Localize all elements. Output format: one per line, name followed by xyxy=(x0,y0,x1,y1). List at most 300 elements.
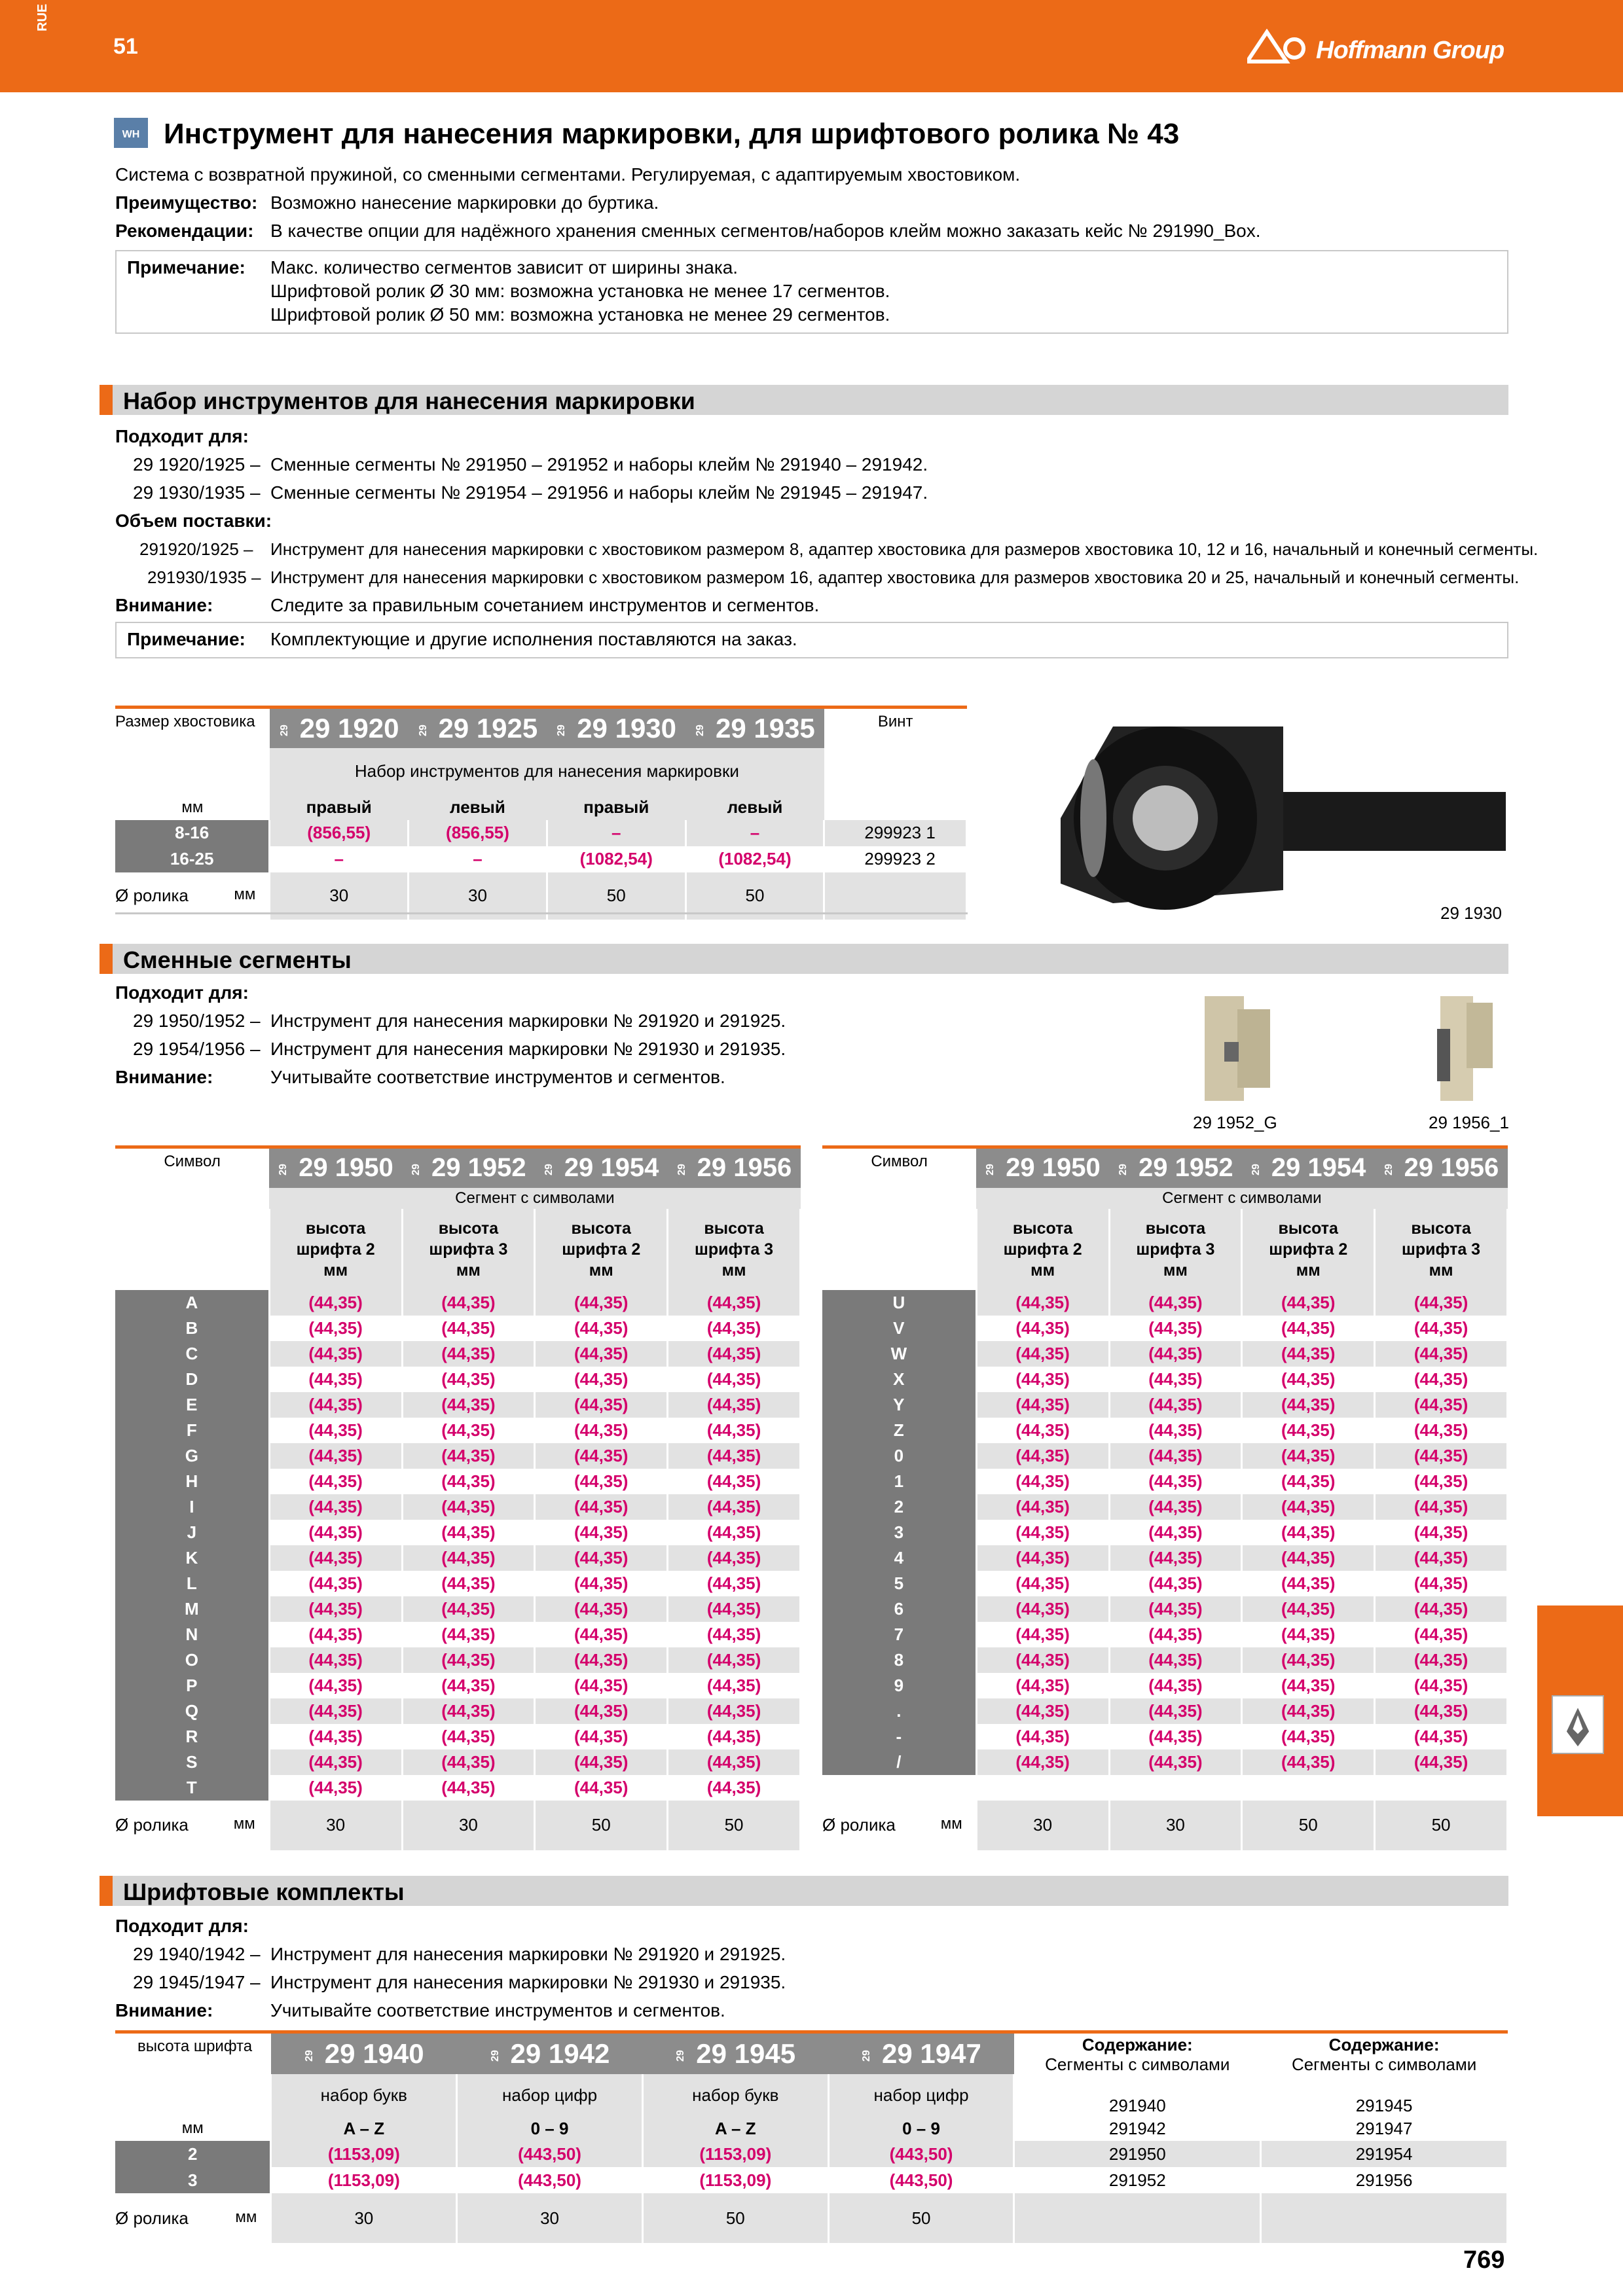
price: (44,35) xyxy=(269,1341,402,1367)
intro-note-label: Примечание: xyxy=(127,257,246,278)
intro-note-line: Макс. количество сегментов зависит от ширины знака. xyxy=(270,257,739,278)
set-kind: набор цифр xyxy=(457,2074,643,2116)
marking-tool-tab-icon xyxy=(1552,1695,1604,1754)
adv-text: Возможно нанесение маркировки до буртика. xyxy=(270,192,659,213)
price: (44,35) xyxy=(976,1367,1109,1392)
article-number: 29 29 1950 xyxy=(269,1147,402,1188)
roll-diameter: 30 xyxy=(1109,1801,1242,1850)
price: (44,35) xyxy=(668,1367,801,1392)
symbol-label: 6 xyxy=(822,1596,976,1622)
set-kind: набор цифр xyxy=(828,2074,1014,2116)
symbol-label: P xyxy=(115,1673,269,1698)
price: (1153,09) xyxy=(642,2167,828,2193)
content-header: Содержание: Сегменты с символами xyxy=(1261,2032,1508,2075)
price: (443,50) xyxy=(457,2167,643,2193)
price: (44,35) xyxy=(1242,1443,1375,1469)
screw-number: 299923 2 xyxy=(824,846,967,872)
s1-scope-code: 291920/1925 – xyxy=(139,539,253,559)
s2-fits-label: Подходит для: xyxy=(115,982,249,1003)
price: (44,35) xyxy=(1242,1341,1375,1367)
symbol-label: Z xyxy=(822,1418,976,1443)
symbol-label: N xyxy=(115,1622,269,1647)
price: (44,35) xyxy=(269,1316,402,1341)
symbol-label: V xyxy=(822,1316,976,1341)
price: (44,35) xyxy=(402,1443,535,1469)
price: (44,35) xyxy=(269,1520,402,1545)
unit-label: мм xyxy=(115,2116,271,2141)
symbol-label: H xyxy=(115,1469,269,1494)
unit-label: мм xyxy=(181,798,204,816)
price: (44,35) xyxy=(976,1647,1109,1673)
symbol-label: X xyxy=(822,1367,976,1392)
price: (1153,09) xyxy=(271,2141,457,2167)
symbol-label: 3 xyxy=(822,1520,976,1545)
font-height: высота шрифта 2 мм xyxy=(976,1209,1109,1290)
symbol-label: J xyxy=(115,1520,269,1545)
price: (44,35) xyxy=(976,1316,1109,1341)
price: (44,35) xyxy=(535,1418,668,1443)
side-label: правый xyxy=(547,795,685,820)
font-height: высота шрифта 2 мм xyxy=(269,1209,402,1290)
price: (44,35) xyxy=(668,1571,801,1596)
price: (44,35) xyxy=(1375,1341,1508,1367)
symbol-label: C xyxy=(115,1341,269,1367)
s1-fit-code: 29 1930/1935 – xyxy=(133,482,261,503)
price: (44,35) xyxy=(976,1520,1109,1545)
price: – xyxy=(409,846,547,872)
article-number: 29 29 1935 xyxy=(685,708,824,748)
price: (44,35) xyxy=(402,1571,535,1596)
price: (1153,09) xyxy=(271,2167,457,2193)
language-code: RUE xyxy=(35,3,50,31)
price: (44,35) xyxy=(402,1698,535,1724)
price: (44,35) xyxy=(402,1724,535,1749)
article-number: 29 29 1956 xyxy=(1375,1147,1508,1188)
symbol-label: Q xyxy=(115,1698,269,1724)
col-symbol: Символ xyxy=(115,1147,269,1188)
brand-badge-icon xyxy=(114,118,148,148)
s3-fits-label: Подходит для: xyxy=(115,1916,249,1936)
set-range: 0 – 9 xyxy=(828,2116,1014,2141)
symbol-label: S xyxy=(115,1749,269,1775)
roll-diameter: 50 xyxy=(1242,1801,1375,1850)
font-height: высота шрифта 3 мм xyxy=(1375,1209,1508,1290)
price: (44,35) xyxy=(1375,1673,1508,1698)
symbol-label: 9 xyxy=(822,1673,976,1698)
height-row-label: 3 xyxy=(115,2167,271,2193)
s3-attn-text: Учитывайте соответствие инструментов и сегментов. xyxy=(270,2000,725,2020)
price: (44,35) xyxy=(402,1673,535,1698)
price: (44,35) xyxy=(1242,1290,1375,1316)
price: (44,35) xyxy=(402,1392,535,1418)
font-height: высота шрифта 2 мм xyxy=(535,1209,668,1290)
price: (44,35) xyxy=(976,1596,1109,1622)
table-subheader: Сегмент с символами xyxy=(269,1188,800,1209)
price: (44,35) xyxy=(269,1571,402,1596)
roll-label: Ø ролика мм xyxy=(822,1801,976,1850)
price: (44,35) xyxy=(1375,1596,1508,1622)
price: (44,35) xyxy=(535,1494,668,1520)
price: (44,35) xyxy=(976,1698,1109,1724)
roll-diameter: 50 xyxy=(685,872,824,920)
price: (44,35) xyxy=(976,1494,1109,1520)
symbol-label: A xyxy=(115,1290,269,1316)
price: (44,35) xyxy=(535,1647,668,1673)
price: (44,35) xyxy=(976,1418,1109,1443)
price: (44,35) xyxy=(402,1749,535,1775)
article-number: 29 29 1920 xyxy=(270,708,409,748)
price: (44,35) xyxy=(1242,1571,1375,1596)
price: (44,35) xyxy=(1242,1392,1375,1418)
article-number: 29 29 1947 xyxy=(828,2032,1014,2075)
symbol-label: 8 xyxy=(822,1647,976,1673)
s1-note-text: Комплектующие и другие исполнения поставляются на заказ. xyxy=(270,629,797,649)
price: (1082,54) xyxy=(685,846,824,872)
price: (44,35) xyxy=(535,1698,668,1724)
price: (44,35) xyxy=(668,1469,801,1494)
symbol-label: / xyxy=(822,1749,976,1775)
price: (44,35) xyxy=(1109,1749,1242,1775)
page-title: Инструмент для нанесения маркировки, для шрифтового ролика № 43 xyxy=(164,118,1180,150)
s3-fit-code: 29 1945/1947 – xyxy=(133,1972,261,1992)
price: (44,35) xyxy=(402,1469,535,1494)
photo-caption: 29 1930 xyxy=(1440,903,1502,923)
article-number: 29 29 1954 xyxy=(535,1147,668,1188)
s2-fit-code: 29 1954/1956 – xyxy=(133,1039,261,1059)
price: (44,35) xyxy=(1242,1469,1375,1494)
intro-note-line: Шрифтовой ролик Ø 50 мм: возможна установка не менее 29 сегментов. xyxy=(270,304,890,325)
content-value: 291954 xyxy=(1261,2141,1508,2167)
price: (44,35) xyxy=(1375,1443,1508,1469)
price: (44,35) xyxy=(1375,1622,1508,1647)
price: (44,35) xyxy=(535,1545,668,1571)
content-value: 291942 xyxy=(1014,2116,1261,2141)
price: (44,35) xyxy=(1109,1673,1242,1698)
price: (44,35) xyxy=(402,1596,535,1622)
symbol-label: E xyxy=(115,1392,269,1418)
side-label: левый xyxy=(685,795,824,820)
price: (44,35) xyxy=(269,1494,402,1520)
price: (44,35) xyxy=(1109,1596,1242,1622)
price: (44,35) xyxy=(1109,1724,1242,1749)
col-font-height: высота шрифта xyxy=(115,2032,271,2075)
price: (44,35) xyxy=(402,1341,535,1367)
col-screw: Винт xyxy=(824,708,967,748)
price: (44,35) xyxy=(668,1341,801,1367)
price: (44,35) xyxy=(1109,1418,1242,1443)
content-value: 291940 xyxy=(1014,2074,1261,2116)
price: (856,55) xyxy=(409,820,547,846)
price: (44,35) xyxy=(535,1749,668,1775)
roll-label: Ø ролика мм xyxy=(115,1801,269,1850)
symbol-label: 4 xyxy=(822,1545,976,1571)
symbol-label: - xyxy=(822,1724,976,1749)
symbol-label: U xyxy=(822,1290,976,1316)
price: (44,35) xyxy=(976,1571,1109,1596)
intro-note-line: Шрифтовой ролик Ø 30 мм: возможна установка не менее 17 сегментов. xyxy=(270,281,890,301)
rec-text: В качестве опции для надёжного хранения сменных сегментов/наборов клейм можно заказать кейс № 291990_Box. xyxy=(270,221,1261,241)
set-range: A – Z xyxy=(642,2116,828,2141)
segments-table xyxy=(822,1145,1508,1850)
price: (44,35) xyxy=(1375,1418,1508,1443)
s3-fit-code: 29 1940/1942 – xyxy=(133,1944,261,1964)
table-bottom-rule xyxy=(115,912,968,914)
table-subheader: Набор инструментов для нанесения маркировки xyxy=(270,748,824,795)
price: (44,35) xyxy=(269,1647,402,1673)
price: (44,35) xyxy=(1375,1545,1508,1571)
s1-fits-label: Подходит для: xyxy=(115,426,249,446)
segment-photo-icon xyxy=(1427,990,1506,1107)
s1-note-label: Примечание: xyxy=(127,629,246,649)
price: (443,50) xyxy=(457,2141,643,2167)
roll-diameter: 50 xyxy=(1375,1801,1508,1850)
price: (443,50) xyxy=(828,2141,1014,2167)
price: (44,35) xyxy=(535,1443,668,1469)
price: (44,35) xyxy=(269,1596,402,1622)
page-number-bottom: 769 xyxy=(1463,2246,1505,2274)
price: (44,35) xyxy=(535,1673,668,1698)
price: (44,35) xyxy=(535,1520,668,1545)
price: (44,35) xyxy=(668,1443,801,1469)
set-range: 0 – 9 xyxy=(457,2116,643,2141)
price: (44,35) xyxy=(1242,1545,1375,1571)
s2-fit-code: 29 1950/1952 – xyxy=(133,1011,261,1031)
symbol-label: 7 xyxy=(822,1622,976,1647)
roll-diameter: 30 xyxy=(976,1801,1109,1850)
price: (44,35) xyxy=(535,1341,668,1367)
article-number: 29 29 1952 xyxy=(1109,1147,1242,1188)
roll-diameter: 30 xyxy=(271,2193,457,2243)
roll-diameter: 50 xyxy=(535,1801,668,1850)
size-row-label: 16-25 xyxy=(115,846,270,872)
marking-tool-photo-icon xyxy=(1048,720,1519,910)
section-header-tool-set: Набор инструментов для нанесения маркировки xyxy=(100,385,1508,415)
price: (44,35) xyxy=(1375,1316,1508,1341)
price: (44,35) xyxy=(402,1418,535,1443)
price: (44,35) xyxy=(668,1494,801,1520)
price: (44,35) xyxy=(1109,1698,1242,1724)
price: (44,35) xyxy=(1242,1316,1375,1341)
price: (44,35) xyxy=(976,1290,1109,1316)
price: (44,35) xyxy=(976,1443,1109,1469)
price: (44,35) xyxy=(1375,1749,1508,1775)
price: (44,35) xyxy=(976,1724,1109,1749)
article-number: 29 29 1950 xyxy=(976,1147,1109,1188)
price: (44,35) xyxy=(1375,1724,1508,1749)
s3-fit-text: Инструмент для нанесения маркировки № 291920 и 291925. xyxy=(270,1944,786,1964)
symbol-label: W xyxy=(822,1341,976,1367)
price: (44,35) xyxy=(668,1749,801,1775)
price: (1082,54) xyxy=(547,846,685,872)
s1-fit-text: Сменные сегменты № 291950 – 291952 и наборы клейм № 291940 – 291942. xyxy=(270,454,928,475)
content-value: 291950 xyxy=(1014,2141,1261,2167)
price: (44,35) xyxy=(668,1520,801,1545)
price: (44,35) xyxy=(535,1367,668,1392)
price: (44,35) xyxy=(402,1520,535,1545)
price: (44,35) xyxy=(1242,1520,1375,1545)
symbol-label: R xyxy=(115,1724,269,1749)
price: (44,35) xyxy=(269,1418,402,1443)
price: (44,35) xyxy=(668,1775,801,1801)
price: – xyxy=(547,820,685,846)
roll-diameter: 30 xyxy=(402,1801,535,1850)
price: (44,35) xyxy=(668,1418,801,1443)
price: (44,35) xyxy=(976,1673,1109,1698)
price: (44,35) xyxy=(1242,1418,1375,1443)
price: (44,35) xyxy=(976,1392,1109,1418)
price: (44,35) xyxy=(269,1443,402,1469)
price: (44,35) xyxy=(668,1724,801,1749)
price: (44,35) xyxy=(1242,1724,1375,1749)
article-number: 29 29 1942 xyxy=(457,2032,643,2075)
price: (44,35) xyxy=(535,1316,668,1341)
article-number: 29 29 1945 xyxy=(642,2032,828,2075)
price: (44,35) xyxy=(535,1596,668,1622)
s1-fit-text: Сменные сегменты № 291954 – 291956 и наборы клейм № 291945 – 291947. xyxy=(270,482,928,503)
s1-scope-text: Инструмент для нанесения маркировки с хвостовиком размером 16, адаптер хвостовика для размеров хвостовика 20 и 25, начальный и конечный сегменты. xyxy=(270,567,1520,587)
price: (856,55) xyxy=(270,820,409,846)
symbol-label: 5 xyxy=(822,1571,976,1596)
price: (44,35) xyxy=(269,1545,402,1571)
content-value: 291945 xyxy=(1261,2074,1508,2116)
price: (44,35) xyxy=(1242,1647,1375,1673)
roll-diameter: 50 xyxy=(828,2193,1014,2243)
price: (44,35) xyxy=(402,1494,535,1520)
price: (44,35) xyxy=(1109,1520,1242,1545)
price: (44,35) xyxy=(535,1622,668,1647)
price: (44,35) xyxy=(402,1622,535,1647)
s1-scope-label: Объем поставки: xyxy=(115,511,272,531)
page-number-top: 51 xyxy=(113,34,138,59)
price: (44,35) xyxy=(535,1290,668,1316)
price: (44,35) xyxy=(1109,1341,1242,1367)
price: (44,35) xyxy=(269,1622,402,1647)
price: (44,35) xyxy=(1109,1443,1242,1469)
s2-fit-text: Инструмент для нанесения маркировки № 291930 и 291935. xyxy=(270,1039,786,1059)
price: (44,35) xyxy=(976,1749,1109,1775)
col-symbol: Символ xyxy=(822,1147,976,1188)
price: (1153,09) xyxy=(642,2141,828,2167)
s1-scope-text: Инструмент для нанесения маркировки с хвостовиком размером 8, адаптер хвостовика для размеров хвостовика 10, 12 и 16, начальный и конечный сегменты. xyxy=(270,539,1539,559)
photo-caption: 29 1956_1 xyxy=(1429,1113,1509,1132)
set-kind: набор букв xyxy=(271,2074,457,2116)
price: (44,35) xyxy=(1375,1392,1508,1418)
price: (44,35) xyxy=(402,1545,535,1571)
s2-attn-text: Учитывайте соответствие инструментов и сегментов. xyxy=(270,1067,725,1087)
price: (44,35) xyxy=(1109,1647,1242,1673)
price: (44,35) xyxy=(1242,1367,1375,1392)
price: (44,35) xyxy=(402,1290,535,1316)
symbol-label: 0 xyxy=(822,1443,976,1469)
price: (44,35) xyxy=(1375,1571,1508,1596)
section-header-font-sets: Шрифтовые комплекты xyxy=(100,1876,1508,1906)
price: (44,35) xyxy=(668,1392,801,1418)
s1-scope-code: 291930/1935 – xyxy=(147,567,261,587)
roll-diameter: 50 xyxy=(668,1801,801,1850)
content-header: Содержание: Сегменты с символами xyxy=(1014,2032,1261,2075)
roll-diameter: 30 xyxy=(409,872,547,920)
price: (44,35) xyxy=(1109,1622,1242,1647)
price: (44,35) xyxy=(1375,1290,1508,1316)
symbol-label: O xyxy=(115,1647,269,1673)
price: (44,35) xyxy=(1242,1596,1375,1622)
price: (44,35) xyxy=(668,1673,801,1698)
font-height: высота шрифта 3 мм xyxy=(668,1209,801,1290)
s3-fit-text: Инструмент для нанесения маркировки № 291930 и 291935. xyxy=(270,1972,786,1992)
price: (44,35) xyxy=(1242,1698,1375,1724)
price: (44,35) xyxy=(1109,1545,1242,1571)
price: – xyxy=(270,846,409,872)
price: (44,35) xyxy=(668,1545,801,1571)
symbol-label: . xyxy=(822,1698,976,1724)
roll-diameter: 30 xyxy=(269,1801,402,1850)
price: (44,35) xyxy=(535,1469,668,1494)
price: (44,35) xyxy=(668,1647,801,1673)
price: (44,35) xyxy=(1375,1469,1508,1494)
symbol-label: L xyxy=(115,1571,269,1596)
price: (44,35) xyxy=(535,1571,668,1596)
symbol-label: F xyxy=(115,1418,269,1443)
price: (44,35) xyxy=(402,1775,535,1801)
screw-number: 299923 1 xyxy=(824,820,967,846)
set-range: A – Z xyxy=(271,2116,457,2141)
section-header-segments: Сменные сегменты xyxy=(100,944,1508,974)
price: (44,35) xyxy=(668,1622,801,1647)
font-height: высота шрифта 3 мм xyxy=(1109,1209,1242,1290)
price: (44,35) xyxy=(668,1698,801,1724)
symbol-label: 1 xyxy=(822,1469,976,1494)
price: (44,35) xyxy=(1375,1494,1508,1520)
price: (44,35) xyxy=(269,1392,402,1418)
price: (44,35) xyxy=(269,1367,402,1392)
price: (44,35) xyxy=(269,1698,402,1724)
roll-label: Ø ролика мм xyxy=(115,872,270,920)
font-height: высота шрифта 3 мм xyxy=(402,1209,535,1290)
rec-label: Рекомендации: xyxy=(115,221,254,241)
article-number: 29 29 1954 xyxy=(1242,1147,1375,1188)
s1-attn-text: Следите за правильным сочетанием инструментов и сегментов. xyxy=(270,595,820,615)
price: (44,35) xyxy=(535,1775,668,1801)
symbol-label: D xyxy=(115,1367,269,1392)
roll-diameter: 50 xyxy=(547,872,685,920)
price: (443,50) xyxy=(828,2167,1014,2193)
roll-diameter: 30 xyxy=(457,2193,643,2243)
logo-text: Hoffmann Group xyxy=(1316,37,1504,64)
price: (44,35) xyxy=(1109,1367,1242,1392)
symbol-label: T xyxy=(115,1775,269,1801)
price: (44,35) xyxy=(1375,1367,1508,1392)
s1-attn-label: Внимание: xyxy=(115,595,213,615)
symbol-label: M xyxy=(115,1596,269,1622)
roll-diameter: 30 xyxy=(270,872,409,920)
price: (44,35) xyxy=(535,1392,668,1418)
price: (44,35) xyxy=(402,1647,535,1673)
segment-photo-icon xyxy=(1198,990,1277,1107)
price: (44,35) xyxy=(269,1469,402,1494)
adv-label: Преимущество: xyxy=(115,192,258,213)
price: (44,35) xyxy=(1109,1571,1242,1596)
price: (44,35) xyxy=(269,1724,402,1749)
symbol-label: 2 xyxy=(822,1494,976,1520)
price: (44,35) xyxy=(1109,1494,1242,1520)
roll-label: Ø ролика мм xyxy=(115,2193,271,2243)
size-row-label: 8-16 xyxy=(115,820,270,846)
price: (44,35) xyxy=(976,1622,1109,1647)
article-number: 29 29 1956 xyxy=(668,1147,801,1188)
side-label: правый xyxy=(270,795,409,820)
price: (44,35) xyxy=(976,1341,1109,1367)
article-number: 29 29 1952 xyxy=(402,1147,535,1188)
